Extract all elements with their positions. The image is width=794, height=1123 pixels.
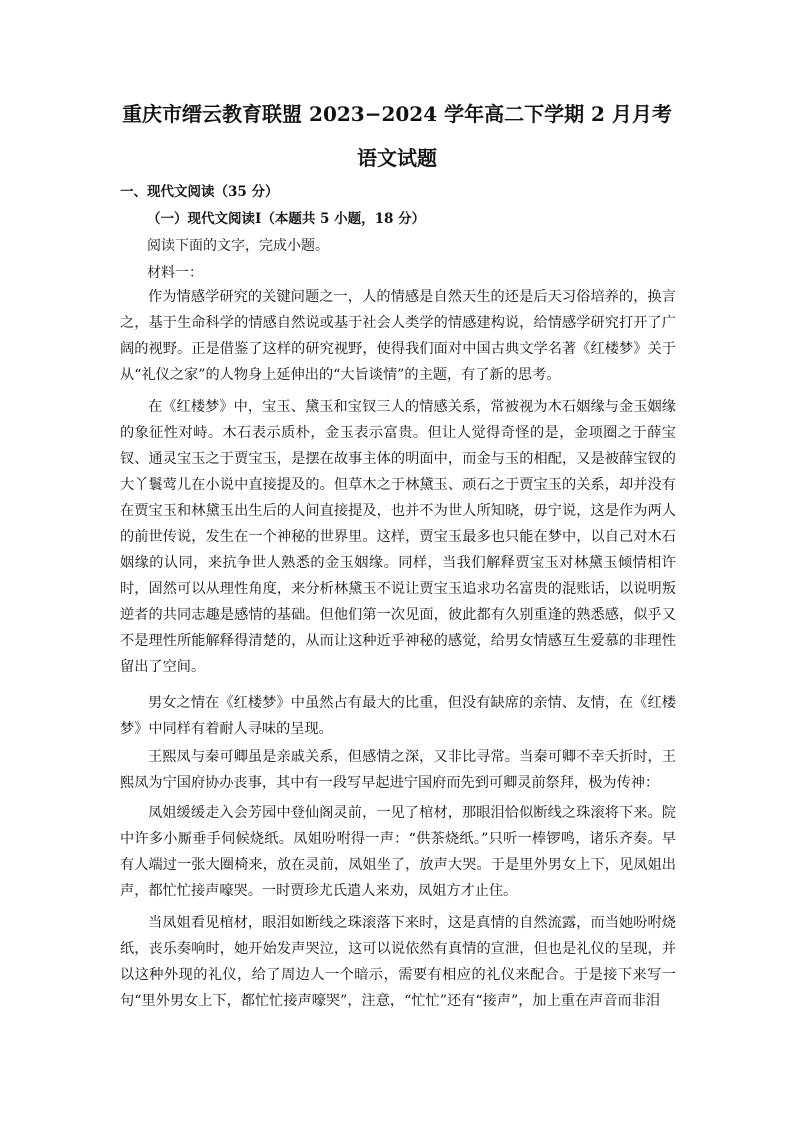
- paragraph-1: 作为情感学研究的关键问题之一，人的情感是自然天生的还是后天习俗培养的，换言之，基于生命科学的情感自然说或基于社会人类学的情感建构说，给情感学研究打开了广阔的视野。正是借鉴了这样的研究视野，使得我们面对中国古典文学名著《红楼梦》关于从“礼仪之家”的人物身上延伸出的“大旨谈情”的主题，有了新的思考。: [120, 289, 676, 383]
- section-heading: 一、现代文阅读（35 分）: [120, 184, 279, 200]
- paragraph-4: 王熙凤与秦可卿虽是亲戚关系，但感情之深，又非比寻常。当秦可卿不幸夭折时，王熙凤为宁国府协办丧事，其中有一段写早起进宁国府而先到可卿灵前祭拜，极为传神：: [120, 749, 676, 791]
- paragraph-3: 男女之情在《红楼梦》中虽然占有最大的比重，但没有缺席的亲情、友情，在《红楼梦》中同样有着耐人寻味的呈现。: [120, 695, 676, 737]
- paragraph-2: 在《红楼梦》中，宝玉、黛玉和宝钗三人的情感关系，常被视为木石姻缘与金玉姻缘的象征性对峙。木石表示质朴，金玉表示富贵。但让人觉得奇怪的是，金项圈之于薛宝钗、通灵宝玉之于贾宝玉，是摆在故事主体的明面中，而金与玉的相配，又是被薛宝钗的大丫鬟莺儿在小说中直接提及的。但草木之于林黛玉、顽石之于贾宝玉的关系，却并没有在贾宝玉和林黛玉出生后的人间直接提及，也并不为世人所知晓，毋宁说，这是作为两人的前世传说，发生在一个神秘的世界里。这样，贾宝玉最多也只能在梦中，以自己对木石姻缘的认同，来抗争世人熟悉的金玉姻缘。同样，当我们解释贾宝玉对林黛玉倾情相许时，固然可以从理性角度，来分析林黛玉不说让贾宝玉追求功名富贵的混账话，以说明叛逆者的共同志趣是感情的基础。但他们第一次见面，彼此都有久别重逢的熟悉感，似乎又不是理性所能解释得清楚的，从而让这种近乎神秘的感觉，给男女情感互生爱慕的非理性留出了空间。: [120, 399, 676, 675]
- quoted-passage: 凤姐缓缓走入会芳园中登仙阁灵前，一见了棺材，那眼泪恰似断线之珠滚将下来。院中许多小厮垂手伺候烧纸。凤姐吩咐得一声：“供茶烧纸。”只听一棒锣鸣，诸乐齐奏。早有人端过一张大圈椅来，放在灵前，凤姐坐了，放声大哭。于是里外男女上下，见凤姐出声，都忙忙接声嚎哭。一时贾珍尤氏遣人来劝，凤姐方才止住。: [120, 805, 676, 899]
- exam-title: 重庆市缙云教育联盟 2023−2024 学年高二下学期 2 月月考: [122, 102, 672, 126]
- reading-instruction: 阅读下面的文字，完成小题。: [147, 238, 329, 254]
- exam-subject-title: 语文试题: [357, 146, 437, 170]
- paragraph-6: 当凤姐看见棺材，眼泪如断线之珠滚落下来时，这是真情的自然流露，而当她吩咐烧纸，丧乐奏响时，她开始发声哭泣，这可以说依然有真情的宣泄，但也是礼仪的呈现，并以这种外现的礼仪，给了周边人一个暗示，需要有相应的礼仪来配合。于是接下来写一句“里外男女上下，都忙忙接声嚎哭”，注意，“忙忙”还有“接声”，加上重在声音而非泪: [120, 915, 676, 1009]
- subsection-heading: （一）现代文阅读Ⅰ（本题共 5 小题，18 分）: [147, 211, 426, 227]
- material-label: 材料一：: [147, 265, 203, 281]
